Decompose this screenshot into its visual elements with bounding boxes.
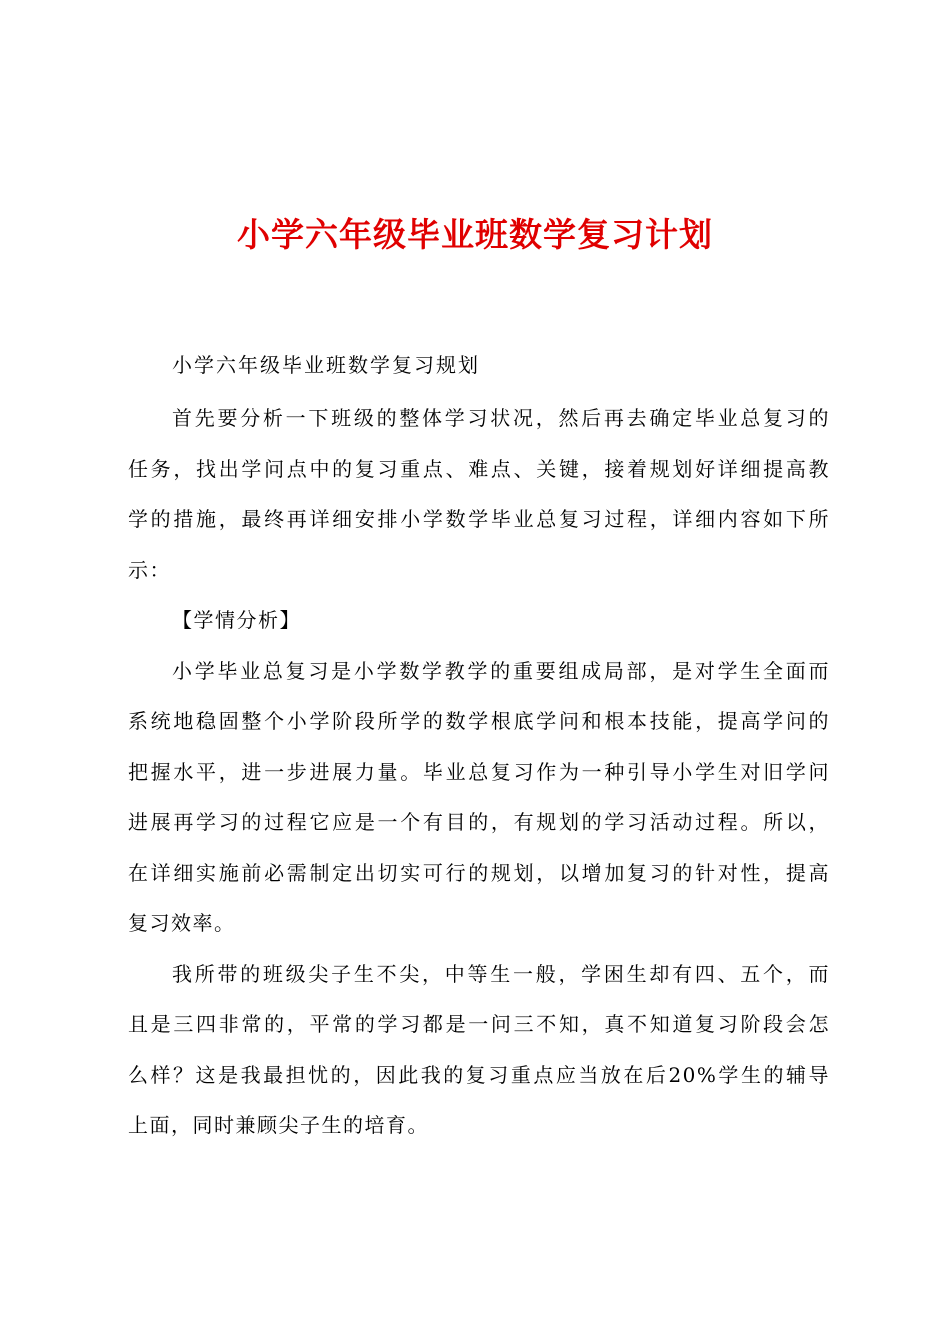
text-line: 在详细实施前必需制定出切实可行的规划，以增加复习的针对性，提高 — [128, 860, 830, 885]
text-line: 小学毕业总复习是小学数学教学的重要组成局部，是对学生全面而 — [172, 658, 830, 683]
section-heading: 【学情分析】 — [172, 608, 301, 632]
document-body — [128, 393, 830, 1151]
text-line: 进展再学习的过程它应是一个有目的，有规划的学习活动过程。所以， — [128, 810, 830, 834]
page-title: 小学六年级毕业班数学复习计划 — [237, 215, 713, 254]
paragraph-review-purpose — [128, 646, 830, 949]
text-line: 任务，找出学问点中的复习重点、难点、关键，接着规划好详细提高教 — [128, 456, 830, 481]
text-line: 学的措施，最终再详细安排小学数学毕业总复习过程，详细内容如下所 — [128, 507, 830, 531]
paragraph-class-situation — [128, 949, 830, 1151]
text-line: 系统地稳固整个小学阶段所学的数学根底学问和根本技能，提高学问的 — [128, 709, 830, 733]
text-line: 么样？这是我最担忧的，因此我的复习重点应当放在后20%学生的辅导 — [128, 1062, 830, 1087]
section-heading-learning-analysis — [128, 595, 830, 646]
paragraph-intro — [128, 393, 830, 595]
text-line: 首先要分析一下班级的整体学习状况，然后再去确定毕业总复习的 — [172, 406, 830, 430]
text-line: 把握水平，进一步进展力量。毕业总复习作为一种引导小学生对旧学问 — [128, 759, 830, 784]
text-line: 且是三四非常的，平常的学习都是一问三不知，真不知道复习阶段会怎 — [128, 1012, 830, 1036]
document-subtitle: 小学六年级毕业班数学复习规划 — [172, 353, 480, 377]
text-line: 我所带的班级尖子生不尖，中等生一般，学困生却有四、五个，而 — [172, 961, 830, 986]
text-line: 示： — [128, 557, 171, 582]
text-line: 复习效率。 — [128, 911, 236, 935]
text-line: 上面，同时兼顾尖子生的培育。 — [128, 1113, 429, 1137]
